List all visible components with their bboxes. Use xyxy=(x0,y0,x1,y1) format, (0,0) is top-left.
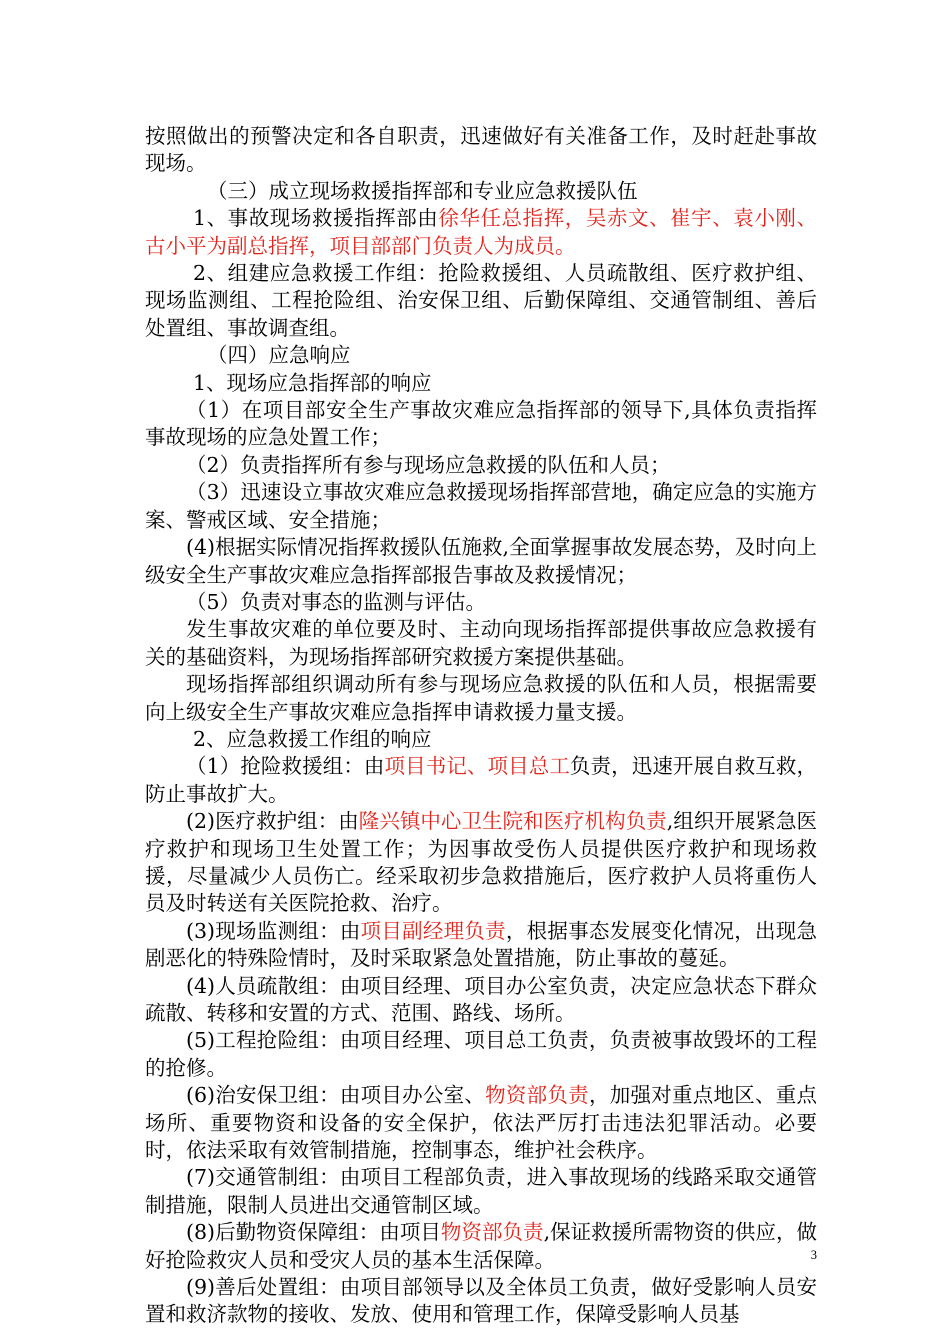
highlighted-text: 项目副经理负责 xyxy=(360,918,506,943)
paragraph-mobilize xyxy=(145,671,817,726)
text: 1、事故现场救援指挥部由 xyxy=(193,206,439,231)
paragraph-1 xyxy=(145,123,817,178)
text: ，加强对重点地区、重点场所、重要物资和设备的安全保护，依法严厉打击违法犯罪活动。必要时，依法采取有效管制措施，控制事态，维护社会秩序。 xyxy=(145,1083,818,1163)
group-medical xyxy=(145,808,817,918)
text: 按照做出的预警决定和各自职责，迅速做好有关准备工作，及时赶赴事故现场。 xyxy=(145,124,817,176)
text: (9)善后处置组：由项目部领导以及全体员工负责，做好受影响人员安置和救济款物的接收、发放、使用和管理工作，保障受影响人员基 xyxy=(145,1275,817,1327)
text: (2)医疗救护组：由 xyxy=(186,809,359,834)
page-number: 3 xyxy=(810,1248,817,1262)
item-2 xyxy=(145,452,817,479)
text: （3）迅速设立事故灾难应急救援现场指挥部营地，确定应急的实施方案、警戒区域、安全措施； xyxy=(145,480,817,532)
text: ，根据事态发展变化情况，出现急剧恶化的特殊险情时，及时采取紧急处置措施，防止事故的蔓延。 xyxy=(145,918,818,971)
item-4 xyxy=(145,534,817,589)
text: 2、组建应急救援工作组：抢险救援组、人员疏散组、医疗救护组、现场监测组、工程抢险组、治安保卫组、后勤保障组、交通管制组、善后处置组、事故调查组。 xyxy=(145,261,817,340)
group-traffic xyxy=(145,1164,817,1219)
highlighted-text: 徐华任总指挥，吴赤文、崔宇、袁小刚、古小平为副总指挥，项目部部门负责人为成员。 xyxy=(145,206,818,258)
text: ,组织开展紧急医疗救护和现场卫生处置工作；为因事故受伤人员提供医疗救护和现场救援，尽量减少人员伤亡。经采取初步急救措施后，医疗救护人员将重伤人员及时转送有关医院抢救、治疗。 xyxy=(145,809,817,916)
text: （1）抢险救援组：由 xyxy=(186,754,385,779)
text: 发生事故灾难的单位要及时、主动向现场指挥部提供事故应急救援有关的基础资料，为现场指挥部研究救援方案提供基础。 xyxy=(145,617,817,669)
text: （2）负责指挥所有参与现场应急救援的队伍和人员； xyxy=(186,452,671,477)
group-monitoring xyxy=(145,918,817,973)
item-3 xyxy=(145,479,817,534)
highlighted-text: 物资部负责 xyxy=(440,1220,544,1245)
subheading-2 xyxy=(145,726,817,753)
text: (8)后勤物资保障组：由项目 xyxy=(186,1220,441,1245)
highlighted-text: 物资部负责 xyxy=(485,1083,589,1108)
section-heading: （四）应急响应 xyxy=(207,343,351,368)
item-5 xyxy=(145,589,817,616)
text: (6)治安保卫组：由项目办公室、 xyxy=(186,1083,486,1108)
highlighted-text: 项目书记、项目总工 xyxy=(384,754,570,779)
item-1 xyxy=(145,397,817,452)
group-security xyxy=(145,1082,817,1164)
heading-3 xyxy=(145,178,817,205)
group-aftermath xyxy=(145,1274,817,1329)
group-logistics xyxy=(145,1219,817,1274)
paragraph-unit-info xyxy=(145,616,817,671)
highlighted-text: 隆兴镇中心卫生院和医疗机构负责 xyxy=(358,809,667,834)
text: 现场指挥部组织调动所有参与现场应急救援的队伍和人员，根据需要向上级安全生产事故灾难应急指挥申请救援力量支援。 xyxy=(145,672,817,724)
paragraph-groups xyxy=(145,260,817,342)
text: （1）在项目部安全生产事故灾难应急指挥部的领导下,具体负责指挥事故现场的应急处置工作； xyxy=(145,398,817,450)
group-evacuation xyxy=(145,973,817,1028)
text: ,保证救援所需物资的供应，做好抢险救灾人员和受灾人员的基本生活保障。 xyxy=(145,1220,817,1272)
paragraph-commander xyxy=(145,205,817,260)
text: (4)人员疏散组：由项目经理、项目办公室负责，决定应急状态下群众疏散、转移和安置的方式、范围、路线、场所。 xyxy=(145,973,817,1025)
text: (4)根据实际情况指挥救援队伍施救,全面掌握事故发展态势，及时向上级安全生产事故灾难应急指挥部报告事故及救援情况； xyxy=(145,535,817,587)
text: （5）负责对事态的监测与评估。 xyxy=(186,589,487,614)
heading-4 xyxy=(145,342,817,369)
text: 负责，迅速开展自救互救，防止事故扩大。 xyxy=(145,754,818,806)
text: 1、现场应急指挥部的响应 xyxy=(193,370,432,395)
section-heading: （三）成立现场救援指挥部和专业应急救援队伍 xyxy=(207,178,638,203)
group-engineering xyxy=(145,1027,817,1082)
text: 2、应急救援工作组的响应 xyxy=(193,726,432,751)
text: (3)现场监测组：由 xyxy=(186,918,361,943)
text: (7)交通管制组：由项目工程部负责，进入事故现场的线路采取交通管制措施，限制人员进出交通管制区域。 xyxy=(145,1165,817,1217)
group-rescue xyxy=(145,753,817,808)
text: (5)工程抢险组：由项目经理、项目总工负责，负责被事故毁坏的工程的抢修。 xyxy=(145,1028,817,1080)
subheading-1 xyxy=(145,370,817,397)
document-body xyxy=(145,123,817,1329)
